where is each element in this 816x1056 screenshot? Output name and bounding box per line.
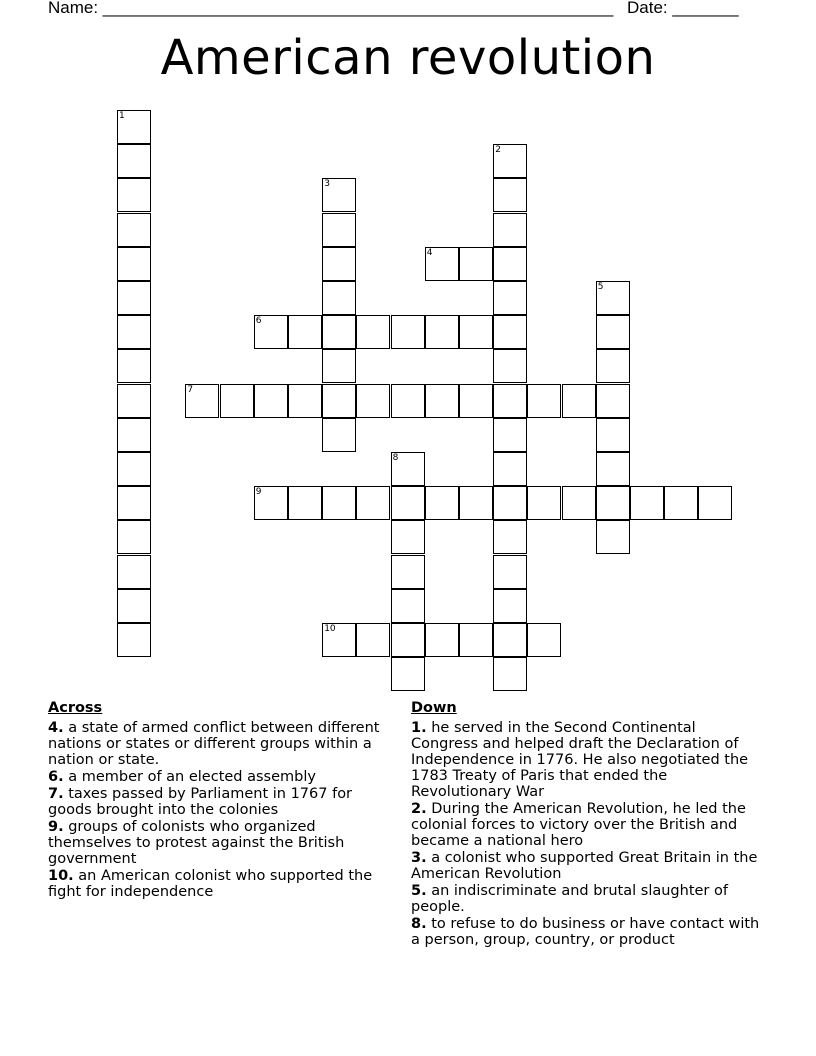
crossword-cell[interactable] [117,315,151,349]
clue-number: 3 [324,179,330,190]
crossword-cell[interactable] [117,213,151,247]
clue-down-8: 8. to refuse to do business or have contact with a person, group, country, or product [411,916,760,948]
crossword-cell[interactable] [493,144,527,178]
clue-number: 2 [495,145,501,156]
clue-across-9: 9. groups of colonists who organized themselves to protest against the British government [48,819,345,867]
crossword-cell[interactable] [117,452,151,486]
crossword-cell[interactable] [527,384,561,418]
crossword-cell[interactable] [459,315,493,349]
crossword-cell[interactable] [493,486,527,520]
crossword-cell[interactable] [356,486,390,520]
crossword-cell[interactable] [493,555,527,589]
crossword-cell[interactable] [493,520,527,554]
crossword-cell[interactable] [493,384,527,418]
clue-across-10: 10. an American colonist who supported the fight for independence [48,868,373,900]
clue-number: 4 [426,247,433,258]
crossword-cell[interactable] [459,247,493,281]
crossword-cell[interactable] [596,418,630,452]
clue-down-5: 5. an indiscriminate and brutal slaughter of people. [411,883,728,915]
across-clues [48,700,398,901]
name-field-label: Name: ______________________________________________________ [48,0,614,17]
clue-number: 9 [255,487,262,498]
crossword-cell[interactable] [288,384,322,418]
crossword-cell[interactable] [322,315,356,349]
crossword-cell[interactable] [596,349,630,383]
crossword-cell[interactable] [425,247,459,281]
crossword-cell[interactable] [562,384,596,418]
crossword-cell[interactable] [322,178,356,212]
crossword-cell[interactable] [493,589,527,623]
crossword-cell[interactable] [391,486,425,520]
crossword-cell[interactable] [459,384,493,418]
crossword-cell[interactable] [322,384,356,418]
crossword-cell[interactable] [117,418,151,452]
crossword-cell[interactable] [356,315,390,349]
crossword-cell[interactable] [288,486,322,520]
crossword-cell[interactable] [254,384,288,418]
crossword-cell[interactable] [391,520,425,554]
crossword-cell[interactable] [322,281,356,315]
clue-number: 7 [187,384,194,395]
crossword-cell[interactable] [322,623,356,657]
crossword-cell[interactable] [527,623,561,657]
crossword-cell[interactable] [117,520,151,554]
crossword-cell[interactable] [459,486,493,520]
crossword-cell[interactable] [493,623,527,657]
clue-across-6: 6. a member of an elected assembly [48,769,316,785]
crossword-cell[interactable] [117,486,151,520]
crossword-cell[interactable] [322,418,356,452]
crossword-cell[interactable] [493,281,527,315]
crossword-cell[interactable] [288,315,322,349]
crossword-cell[interactable] [356,623,390,657]
crossword-cell[interactable] [254,315,288,349]
crossword-cell[interactable] [493,213,527,247]
crossword-cell[interactable] [493,178,527,212]
crossword-cell[interactable] [425,384,459,418]
crossword-cell[interactable] [596,315,630,349]
crossword-cell[interactable] [117,555,151,589]
crossword-cell[interactable] [562,486,596,520]
page-title: American revolution [160,30,656,86]
clue-number: 1 [119,111,125,121]
crossword-cell[interactable] [596,486,630,520]
crossword-cell[interactable] [425,623,459,657]
crossword-cell[interactable] [117,384,151,418]
crossword-cell[interactable] [630,486,664,520]
across-heading: Across [48,700,103,716]
crossword-cell[interactable] [254,486,288,520]
clue-across-4: 4. a state of armed conflict between different nations or states or different groups within a nation or state. [48,720,380,768]
clue-across-7: 7. taxes passed by Parliament in 1767 for goods brought into the colonies [48,786,353,818]
clue-number: 6 [255,316,262,327]
clue-down-2: 2. During the American Revolution, he led the colonial forces to victory over the British and became a national hero [411,801,746,849]
crossword-cell[interactable] [391,657,425,691]
date-field-label: Date: _______ [627,0,739,17]
crossword-cell[interactable] [493,418,527,452]
crossword-cell[interactable] [117,623,151,657]
crossword-cell[interactable] [220,384,254,418]
crossword-cell[interactable] [391,623,425,657]
crossword-cell[interactable] [493,247,527,281]
crossword-cell[interactable] [322,213,356,247]
crossword-cell[interactable] [391,589,425,623]
crossword-cell[interactable] [117,178,151,212]
crossword-cell[interactable] [493,315,527,349]
crossword-cell[interactable] [596,384,630,418]
crossword-cell[interactable] [596,520,630,554]
crossword-cell[interactable] [664,486,698,520]
down-heading: Down [411,700,457,716]
crossword-cell[interactable] [596,281,630,315]
crossword-cell[interactable] [596,452,630,486]
crossword-cell[interactable] [391,315,425,349]
clue-number: 5 [597,282,604,292]
crossword-cell[interactable] [117,589,151,623]
crossword-cell[interactable] [493,452,527,486]
crossword-cell[interactable] [117,144,151,178]
crossword-cell[interactable] [459,623,493,657]
clue-down-1: 1. he served in the Second Continental Congress and helped draft the Declaration of Independence in 1776. He also negotiated the 1783 Treaty of Paris that ended the Revolutionary War [411,720,749,800]
crossword-cell[interactable] [356,384,390,418]
crossword-cell[interactable] [527,486,561,520]
clue-number: 10 [324,624,336,634]
crossword-cell[interactable] [425,486,459,520]
crossword-cell[interactable] [322,486,356,520]
crossword-cell[interactable] [117,110,151,144]
down-clues [411,700,763,949]
crossword-cell[interactable] [425,315,459,349]
crossword-cell[interactable] [493,349,527,383]
crossword-cell[interactable] [391,384,425,418]
crossword-cell[interactable] [322,349,356,383]
crossword-cell[interactable] [391,452,425,486]
crossword-cell[interactable] [698,486,732,520]
crossword-cell[interactable] [493,657,527,691]
crossword-cell[interactable] [391,555,425,589]
clue-number: 8 [392,453,399,463]
crossword-cell[interactable] [117,281,151,315]
clue-down-3: 3. a colonist who supported Great Britain in the American Revolution [411,850,758,882]
crossword-cell[interactable] [117,349,151,383]
crossword-cell[interactable] [322,247,356,281]
crossword-cell[interactable] [117,247,151,281]
crossword-cell[interactable] [185,384,219,418]
